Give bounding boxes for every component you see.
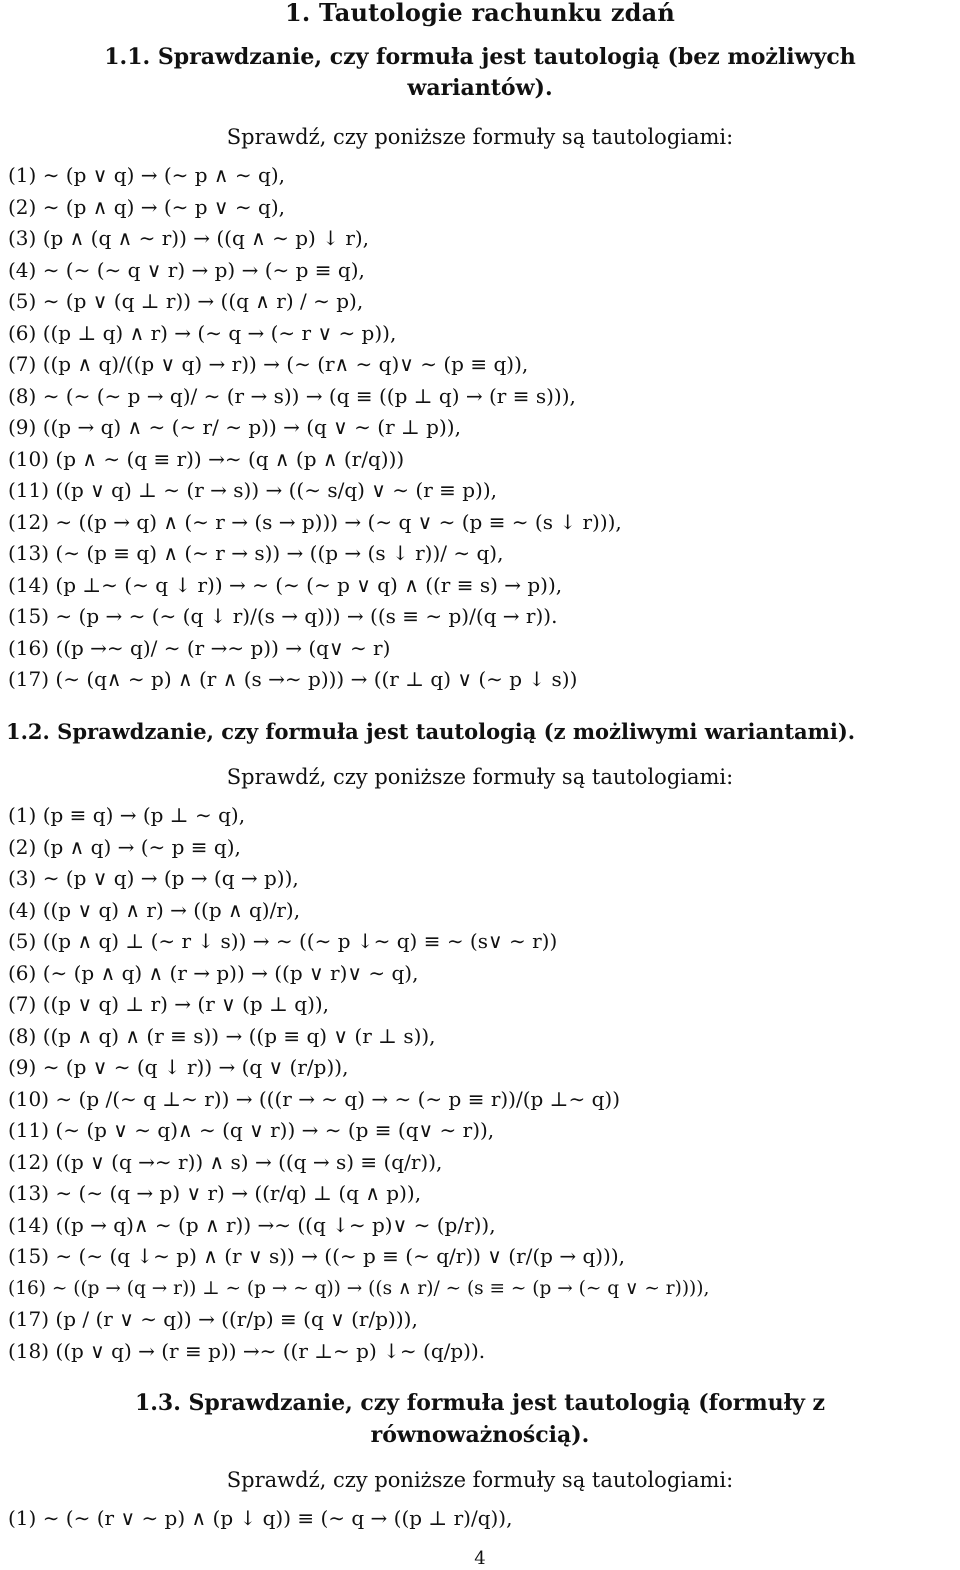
section-1-1-title-line2: wariantów). <box>407 75 553 101</box>
formula-item: (13) (∼ (p ≡ q) ∧ (∼ r → s)) → ((p → (s ↓ r))/ ∼ q), <box>8 541 504 565</box>
formula-item: (6) ((p ⊥ q) ∧ r) → (∼ q → (∼ r ∨ ∼ p)), <box>8 320 397 345</box>
section-1-1-intro: Sprawdź, czy poniższe formuły są tautologiami: <box>226 125 734 149</box>
formula-item: (5) ((p ∧ q) ⊥ (∼ r ↓ s)) → ∼ ((∼ p ↓∼ q) ≡ ∼ (s∨ ∼ r)) <box>8 929 558 953</box>
formula-item: (4) ((p ∨ q) ∧ r) → ((p ∧ q)/r), <box>8 897 301 922</box>
formula-item: (10) ∼ (p /(∼ q ⊥∼ r)) → (((r → ∼ q) → ∼ (∼ p ≡ r))/(p ⊥∼ q)) <box>8 1086 621 1111</box>
formula-item: (2) (p ∧ q) → (∼ p ≡ q), <box>8 834 241 859</box>
formula-item: (2) ∼ (p ∧ q) → (∼ p ∨ ∼ q), <box>8 194 285 219</box>
formula-item: (13) ∼ (∼ (q → p) ∨ r) → ((r/q) ⊥ (q ∧ p)), <box>8 1181 422 1205</box>
formula-item: (17) (p / (r ∨ ∼ q)) → ((r/p) ≡ (q ∨ (r/p))), <box>8 1307 418 1331</box>
section-1-2-title: 1.2. Sprawdzanie, czy formuła jest tautologią (z możliwymi wariantami). <box>6 719 856 744</box>
section-1-2-formula-list <box>8 800 958 1367</box>
formula-item: (18) ((p ∨ q) → (r ≡ p)) →∼ ((r ⊥∼ p) ↓∼ (q/p)). <box>8 1338 486 1363</box>
formula-item: (9) ∼ (p ∨ ∼ (q ↓ r)) → (q ∨ (r/p)), <box>8 1055 349 1079</box>
section-1-1-title-line1: 1.1. Sprawdzanie, czy formuła jest tautologią (bez możliwych <box>104 44 856 70</box>
formula-item: (14) ((p → q)∧ ∼ (p ∧ r)) →∼ ((q ↓∼ p)∨ ∼ (p/r)), <box>8 1212 496 1237</box>
formula-item: (15) ∼ (∼ (q ↓∼ p) ∧ (r ∨ s)) → ((∼ p ≡ (∼ q/r)) ∨ (r/(p → q))), <box>8 1244 626 1268</box>
formula-item: (1) (p ≡ q) → (p ⊥ ∼ q), <box>8 803 246 827</box>
section-1-3-formula-list <box>8 1503 958 1535</box>
formula-item: (1) ∼ (p ∨ q) → (∼ p ∧ ∼ q), <box>8 163 285 187</box>
formula-item: (11) (∼ (p ∨ ∼ q)∧ ∼ (q ∨ r)) → ∼ (p ≡ (q∨ ∼ r)), <box>8 1118 495 1142</box>
formula-item: (15) ∼ (p → ∼ (∼ (q ↓ r)/(s → q))) → ((s ≡ ∼ p)/(q → r)). <box>8 604 558 628</box>
section-1-1-formula-list <box>8 160 958 696</box>
section-1-2-intro: Sprawdź, czy poniższe formuły są tautologiami: <box>226 765 734 789</box>
section-1-3-intro: Sprawdź, czy poniższe formuły są tautologiami: <box>226 1468 734 1492</box>
formula-item: (8) ∼ (∼ (∼ p → q)/ ∼ (r → s)) → (q ≡ ((p ⊥ q) → (r ≡ s))), <box>8 383 576 408</box>
formula-item: (8) ((p ∧ q) ∧ (r ≡ s)) → ((p ≡ q) ∨ (r ⊥ s)), <box>8 1023 436 1048</box>
formula-item: (16) ∼ ((p → (q → r)) ⊥ ∼ (p → ∼ q)) → ((s ∧ r)/ ∼ (s ≡ ∼ (p → (∼ q ∨ ∼ r)))), <box>8 1277 710 1299</box>
formula-item: (6) (∼ (p ∧ q) ∧ (r → p)) → ((p ∨ r)∨ ∼ q), <box>8 960 419 985</box>
formula-item: (11) ((p ∨ q) ⊥ ∼ (r → s)) → ((∼ s/q) ∨ ∼ (r ≡ p)), <box>8 478 497 502</box>
formula-item: (7) ((p ∨ q) ⊥ r) → (r ∨ (p ⊥ q)), <box>8 992 330 1016</box>
formula-item: (10) (p ∧ ∼ (q ≡ r)) →∼ (q ∧ (p ∧ (r/q))) <box>8 446 405 471</box>
formula-item: (16) ((p →∼ q)/ ∼ (r →∼ p)) → (q∨ ∼ r) <box>8 635 391 660</box>
formula-item: (14) (p ⊥∼ (∼ q ↓ r)) → ∼ (∼ (∼ p ∨ q) ∧ ((r ≡ s) → p)), <box>8 572 563 597</box>
formula-item: (7) ((p ∧ q)/((p ∨ q) → r)) → (∼ (r∧ ∼ q)∨ ∼ (p ≡ q)), <box>8 352 529 376</box>
formula-item: (3) ∼ (p ∨ q) → (p → (q → p)), <box>8 866 299 890</box>
formula-item: (9) ((p → q) ∧ ∼ (∼ r/ ∼ p)) → (q ∨ ∼ (r ⊥ p)), <box>8 415 461 439</box>
formula-item: (5) ∼ (p ∨ (q ⊥ r)) → ((q ∧ r) / ∼ p), <box>8 289 364 313</box>
formula-item: (12) ((p ∨ (q →∼ r)) ∧ s) → ((q → s) ≡ (q/r)), <box>8 1149 443 1174</box>
formula-item: (3) (p ∧ (q ∧ ∼ r)) → ((q ∧ ∼ p) ↓ r), <box>8 226 370 250</box>
section-1-3-title-line1: 1.3. Sprawdzanie, czy formuła jest tautologią (formuły z <box>134 1390 826 1416</box>
formula-item: (1) ∼ (∼ (r ∨ ∼ p) ∧ (p ↓ q)) ≡ (∼ q → ((p ⊥ r)/q)), <box>8 1506 513 1530</box>
formula-item: (17) (∼ (q∧ ∼ p) ∧ (r ∧ (s →∼ p))) → ((r ⊥ q) ∨ (∼ p ↓ s)) <box>8 667 578 691</box>
formula-item: (4) ∼ (∼ (∼ q ∨ r) → p) → (∼ p ≡ q), <box>8 257 365 282</box>
formula-item: (12) ∼ ((p → q) ∧ (∼ r → (s → p))) → (∼ q ∨ ∼ (p ≡ ∼ (s ↓ r))), <box>8 509 622 534</box>
chapter-title: 1. Tautologie rachunku zdań <box>284 0 676 27</box>
page-number: 4 <box>474 1548 486 1569</box>
section-1-3-title-line2: równoważnością). <box>370 1422 590 1448</box>
